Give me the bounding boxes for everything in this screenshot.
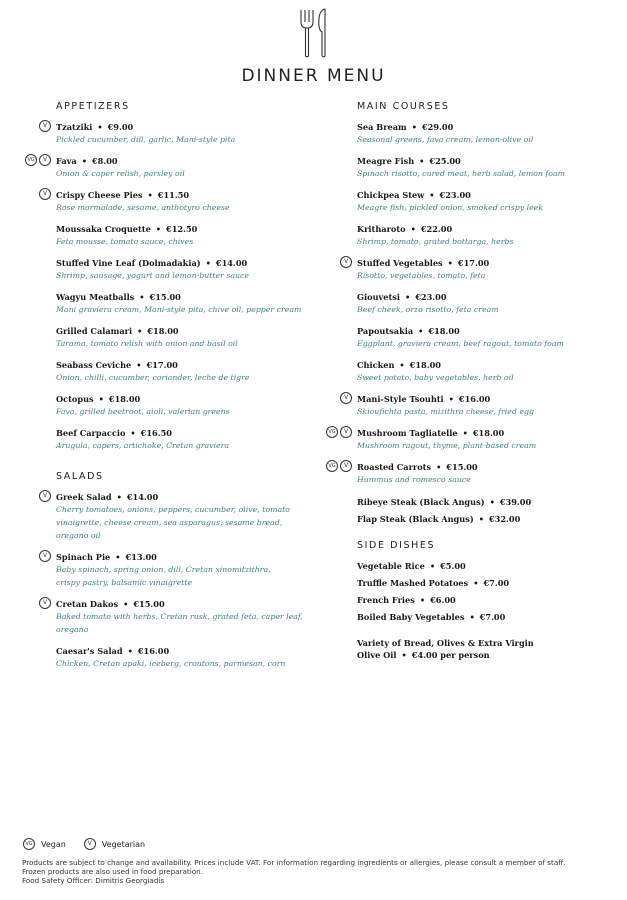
price-separator: • xyxy=(419,156,425,166)
price-separator: • xyxy=(436,462,442,472)
item-name-line xyxy=(357,121,617,133)
price-separator: • xyxy=(404,292,411,302)
menu-item xyxy=(357,513,617,525)
menu-item xyxy=(343,393,617,418)
vegan-label: Vegan xyxy=(41,839,66,849)
item-description: Skioufichta pasta, mizithra cheese, fried egg xyxy=(357,407,534,416)
price-separator: • xyxy=(429,561,436,571)
price-separator: • xyxy=(155,224,162,234)
vegan-badge-icon: VG xyxy=(23,838,35,850)
price-separator: • xyxy=(205,258,211,268)
item-price: €22.00 xyxy=(420,224,453,234)
item-name-line xyxy=(357,513,617,525)
menu-item xyxy=(56,427,326,452)
item-description: vinaigrette, cheese cream, sea asparagus, sesame bread, xyxy=(56,518,283,527)
item-name-line xyxy=(56,121,326,133)
item-description: Fava, grilled beetroot, aioli, valerian greens xyxy=(56,407,230,416)
item-name: Roasted Carrots xyxy=(357,462,432,472)
price-separator: • xyxy=(147,190,153,200)
price-separator: • xyxy=(130,428,136,438)
item-price: €15.00 xyxy=(149,292,181,302)
page-title: DINNER MENU xyxy=(241,66,386,86)
diet-badges xyxy=(326,460,352,472)
vegan-badge-icon: VG xyxy=(326,426,338,438)
item-name-line xyxy=(357,325,617,337)
item-name-line xyxy=(56,223,326,235)
fork-knife-icon xyxy=(297,8,331,58)
menu-item xyxy=(42,551,326,589)
diet-badges xyxy=(39,188,51,200)
item-price: €5.00 xyxy=(440,561,466,571)
price-separator: • xyxy=(473,578,479,588)
item-name-line xyxy=(357,359,617,371)
vegetarian-badge-icon: V xyxy=(340,460,352,472)
diet-badges xyxy=(340,256,352,268)
item-price: €8.00 xyxy=(91,156,118,166)
item-name: Meagre Fish xyxy=(357,156,415,166)
menu-item xyxy=(56,325,326,350)
item-description: Shrimp, sausage, yogurt and lemon-butter sauce xyxy=(56,271,249,280)
menu-item xyxy=(357,577,617,589)
menu-item xyxy=(42,121,326,146)
item-name: Truffle Mashed Potatoes xyxy=(357,578,469,588)
footer-line: Products are subject to change and availability. Prices include VAT. For information regarding ingredients or allergies, please consult a member of staff. xyxy=(22,858,566,867)
vegetarian-label: Vegetarian xyxy=(101,839,146,849)
item-description: Rose marmalade, sesame, anthotyro cheese xyxy=(56,203,230,212)
menu-item xyxy=(42,189,326,214)
item-name-line xyxy=(357,427,617,439)
item-description: Beef cheek, orzo risotto, feta cream xyxy=(357,305,499,314)
item-name: Crispy Cheese Pies xyxy=(56,190,143,200)
item-price: €16.00 xyxy=(458,394,491,404)
item-description: Shrimp, tomato, grated bottarga, herbs xyxy=(357,237,514,246)
item-name: Stuffed Vegetables xyxy=(357,258,443,268)
item-price: €18.00 xyxy=(409,360,441,370)
vegetarian-badge-icon: V xyxy=(340,426,352,438)
price-separator: • xyxy=(97,122,103,132)
item-description: Onion, chilli, cucumber, coriander, leche de tigre xyxy=(56,373,250,382)
item-name-line xyxy=(56,257,326,269)
left-column xyxy=(27,100,326,679)
item-price: €32.00 xyxy=(488,514,521,524)
item-name-line xyxy=(357,393,617,405)
item-name-line xyxy=(357,560,617,572)
item-name: Greek Salad xyxy=(56,492,112,502)
item-name: Wagyu Meatballs xyxy=(56,292,135,302)
item-name-line xyxy=(357,257,617,269)
item-name-line xyxy=(357,291,617,303)
price-separator: • xyxy=(127,646,133,656)
item-price: €18.00 xyxy=(108,394,141,404)
item-price: €39.00 xyxy=(499,497,532,507)
diet-badges xyxy=(39,120,51,132)
item-price: €11.50 xyxy=(157,190,190,200)
menu-item xyxy=(27,155,326,180)
menu-item xyxy=(357,223,617,248)
item-name-line xyxy=(357,496,617,508)
item-description: Onion & caper relish, parsley oil xyxy=(56,169,185,178)
item-price: €23.00 xyxy=(439,190,471,200)
item-price: €18.00 xyxy=(147,326,179,336)
price-separator: • xyxy=(81,156,87,166)
menu-item xyxy=(56,393,326,418)
item-name: Grilled Calamari xyxy=(56,326,133,336)
diet-badges xyxy=(25,154,51,166)
item-price: €15.00 xyxy=(446,462,478,472)
bread-name: Olive Oil xyxy=(357,650,397,660)
menu-item xyxy=(357,560,617,572)
item-description: crispy pastry, balsamic vinaigrette xyxy=(56,578,193,587)
item-name: Vegetable Rice xyxy=(357,561,425,571)
item-name-line xyxy=(56,427,326,439)
item-description: Cherry tomatoes, onions, peppers, cucumber, olive, tomato xyxy=(56,505,290,514)
item-price: €17.00 xyxy=(146,360,178,370)
footer-notes xyxy=(22,858,612,885)
item-price: €17.00 xyxy=(457,258,490,268)
item-name: Seabass Ceviche xyxy=(56,360,132,370)
diet-badges xyxy=(39,490,51,502)
item-description: Eggplant, graviera cream, beef ragout, tomato foam xyxy=(357,339,564,348)
bread-price-line xyxy=(357,649,617,661)
item-name: Sea Bream xyxy=(357,122,407,132)
menu-item xyxy=(357,325,617,350)
item-description: Mushroom ragout, thyme, plant-based cream xyxy=(357,441,537,450)
vegetarian-badge-icon: V xyxy=(39,154,51,166)
bread-name-line: Variety of Bread, Olives & Extra Virgin xyxy=(357,638,534,648)
price-separator: • xyxy=(429,190,435,200)
footer-line: Food Safety Officer: Dimitris Georgiadis xyxy=(22,876,165,885)
diet-badges xyxy=(340,392,352,404)
vegetarian-badge-icon: V xyxy=(39,550,51,562)
item-name-line xyxy=(56,325,326,337)
price-separator: • xyxy=(98,394,104,404)
diet-badges xyxy=(326,426,352,438)
item-price: €16.00 xyxy=(137,646,170,656)
vegetarian-badge-icon: V xyxy=(39,490,51,502)
item-name-line xyxy=(56,551,326,563)
item-price: €12.50 xyxy=(166,224,198,234)
menu-section xyxy=(42,470,326,670)
item-description: oregano xyxy=(56,625,89,634)
item-name-line xyxy=(357,461,617,473)
item-price: €7.00 xyxy=(479,612,506,622)
menu-item xyxy=(357,594,617,606)
vegan-badge-icon: VG xyxy=(326,460,338,472)
item-name-line xyxy=(56,393,326,405)
vegetarian-badge-icon: V xyxy=(340,392,352,404)
item-name: Chicken xyxy=(357,360,395,370)
item-name-line xyxy=(357,577,617,589)
menu-item xyxy=(42,491,326,542)
item-price: €16.50 xyxy=(140,428,172,438)
item-name-line xyxy=(357,155,617,167)
item-price: €18.00 xyxy=(472,428,505,438)
item-name: Boiled Baby Vegetables xyxy=(357,612,465,622)
vegetarian-badge-icon: V xyxy=(39,597,51,609)
menu-item xyxy=(357,291,617,316)
menu-item xyxy=(357,121,617,146)
item-name-line xyxy=(56,598,326,610)
diet-badges xyxy=(39,597,51,609)
item-name-line xyxy=(357,223,617,235)
item-price: €25.00 xyxy=(429,156,461,166)
item-description: Feta mousse, tomato sauce, chives xyxy=(56,237,194,246)
item-price: €13.00 xyxy=(125,552,157,562)
item-price: €18.00 xyxy=(428,326,460,336)
price-separator: • xyxy=(418,326,424,336)
item-name: Papoutsakia xyxy=(357,326,414,336)
item-description: Seasonal greens, fava cream, lemon-olive oil xyxy=(357,135,534,144)
price-separator: • xyxy=(411,122,417,132)
right-column xyxy=(328,100,617,661)
item-description: oregano oil xyxy=(56,531,101,540)
item-name: Giouvetsi xyxy=(357,292,400,302)
item-name-line xyxy=(56,189,326,201)
item-description: Baby spinach, spring onion, dill, Cretan xinomitzithra, xyxy=(56,565,271,574)
price-separator: • xyxy=(115,552,121,562)
item-price: €6.00 xyxy=(430,595,456,605)
item-name: Kritharoto xyxy=(357,224,406,234)
item-description: Mani graviera cream, Mani-style pita, chive oil, pepper cream xyxy=(56,305,302,314)
item-name: Beef Carpaccio xyxy=(56,428,126,438)
item-description: Arugula, capers, artichoke, Cretan graviera xyxy=(56,441,230,450)
vegan-badge-icon: VG xyxy=(25,154,37,166)
item-price: €14.00 xyxy=(126,492,159,502)
price-separator: • xyxy=(462,428,468,438)
bread-price: €4.00 per person xyxy=(411,650,490,660)
menu-item xyxy=(56,223,326,248)
menu-item xyxy=(357,189,617,214)
vegetarian-badge-icon: V xyxy=(340,256,352,268)
menu-item xyxy=(357,496,617,508)
item-price: €23.00 xyxy=(415,292,447,302)
vegetarian-badge-icon: V xyxy=(39,120,51,132)
item-name-line xyxy=(56,359,326,371)
menu-item xyxy=(56,291,326,316)
item-description: Tarama, tomato relish with onion and basil oil xyxy=(56,339,238,348)
item-description: Baked tomato with herbs, Cretan rusk, grated feta, caper leaf, xyxy=(56,612,303,621)
item-price: €14.00 xyxy=(215,258,248,268)
item-name: Flap Steak (Black Angus) xyxy=(357,514,474,524)
item-price: €29.00 xyxy=(421,122,454,132)
item-description: Meagre fish, pickled onion, smoked crispy leek xyxy=(357,203,544,212)
menu-item xyxy=(56,359,326,384)
item-description: Sweet potato, baby vegetables, herb oil xyxy=(357,373,514,382)
item-name: Cretan Dakos xyxy=(56,599,119,609)
item-name-line xyxy=(56,645,326,657)
price-separator: • xyxy=(448,394,454,404)
item-name-line xyxy=(56,155,326,167)
item-name: French Fries xyxy=(357,595,415,605)
menu-item xyxy=(357,359,617,384)
price-separator: • xyxy=(137,326,143,336)
section-title: SALADS xyxy=(56,471,104,482)
item-description: Pickled cucumber, dill, garlic, Mani-style pita xyxy=(56,135,236,144)
price-separator: • xyxy=(399,360,405,370)
menu-section xyxy=(27,100,326,452)
price-separator: • xyxy=(447,258,453,268)
price-separator: • xyxy=(116,492,122,502)
menu-item xyxy=(328,461,617,486)
item-name: Mani-Style Tsouhti xyxy=(357,394,444,404)
price-separator: • xyxy=(123,599,129,609)
menu-item xyxy=(56,645,326,670)
item-name: Octopus xyxy=(56,394,94,404)
price-separator: • xyxy=(469,612,475,622)
menu-item xyxy=(343,257,617,282)
bread-item xyxy=(357,637,617,661)
item-description: Spinach risotto, cured meat, herb salad, lemon foam xyxy=(357,169,566,178)
price-separator: • xyxy=(136,360,142,370)
item-name: Tzatziki xyxy=(56,122,93,132)
item-name-line xyxy=(357,611,617,623)
menu-item xyxy=(357,611,617,623)
item-name-line xyxy=(357,594,617,606)
vegetarian-badge-icon: V xyxy=(39,188,51,200)
item-name-line xyxy=(56,491,326,503)
price-separator: • xyxy=(478,514,484,524)
item-name-line xyxy=(357,189,617,201)
menu-item xyxy=(56,257,326,282)
item-name: Spinach Pie xyxy=(56,552,111,562)
item-name: Mushroom Tagliatelle xyxy=(357,428,458,438)
item-name: Chickpea Stew xyxy=(357,190,425,200)
item-price: €7.00 xyxy=(483,578,510,588)
price-separator: • xyxy=(489,497,495,507)
item-name: Moussaka Croquette xyxy=(56,224,151,234)
section-title: SIDE DISHES xyxy=(357,540,436,551)
diet-badges xyxy=(39,550,51,562)
item-name: Caesar's Salad xyxy=(56,646,123,656)
item-description: Chicken, Cretan apaki, iceberg, croutons, parmesan, corn xyxy=(56,659,286,668)
footer-line: Frozen products are also used in food preparation. xyxy=(22,867,203,876)
section-title: APPETIZERS xyxy=(56,101,130,112)
price-separator: • xyxy=(410,224,416,234)
item-name: Fava xyxy=(56,156,77,166)
item-name: Stuffed Vine Leaf (Dolmadakia) xyxy=(56,258,201,268)
item-name: Ribeye Steak (Black Angus) xyxy=(357,497,485,507)
menu-item xyxy=(328,427,617,452)
price-separator: • xyxy=(419,595,426,605)
vegetarian-badge-icon: V xyxy=(84,838,96,850)
section-title: MAIN COURSES xyxy=(357,101,450,112)
menu-item xyxy=(42,598,326,636)
item-price: €9.00 xyxy=(107,122,134,132)
price-separator: • xyxy=(139,292,145,302)
menu-item xyxy=(357,155,617,180)
item-description: Risotto, vegetables, tomato, feta xyxy=(357,271,486,280)
item-name-line xyxy=(56,291,326,303)
menu-section xyxy=(328,100,617,525)
price-separator: • xyxy=(401,650,407,660)
menu-section xyxy=(357,539,617,623)
item-description: Hummus and romesco sauce xyxy=(357,475,471,484)
diet-legend xyxy=(23,838,145,850)
item-price: €15.00 xyxy=(133,599,165,609)
